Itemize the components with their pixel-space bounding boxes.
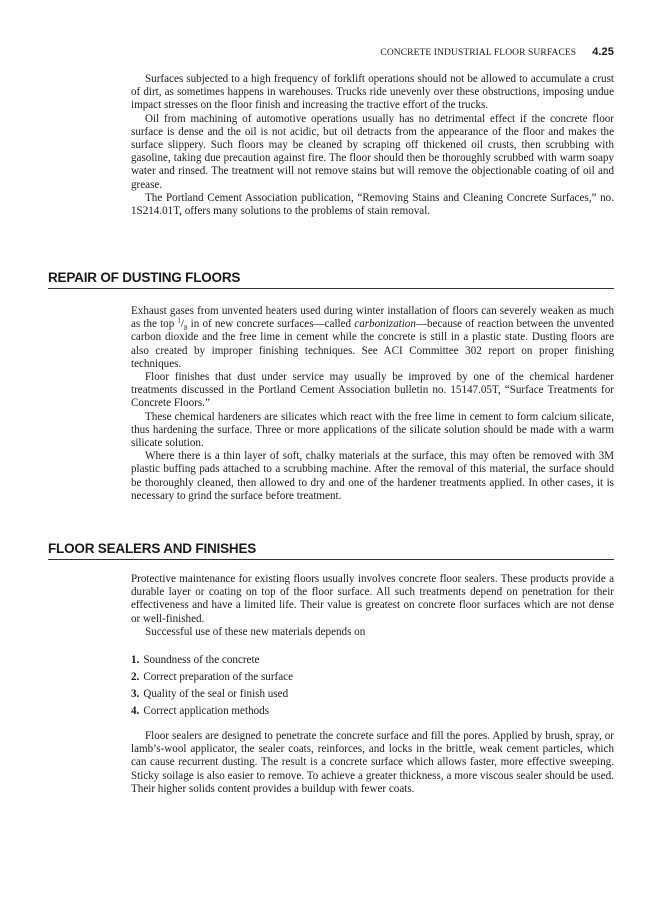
list-item: 4. Correct application methods (131, 705, 270, 717)
intro-text (131, 73, 614, 218)
page-number: 4.25 (592, 46, 614, 58)
list-item: 2. Correct preparation of the surface (131, 671, 294, 683)
list-item: 1. Soundness of the concrete (131, 654, 260, 666)
paragraph: Oil from machining of automotive operations usually has no detrimental effect if the concrete floor surface is dense and the oil is not acidic, but oil detracts from the appearance of the floor and makes the surface slippery. Such floors may be cleaned by scraping off thickened oil crusts, then scrubbing with gasoline, taking due precaution against fire. The floor should then be thoroughly scrubbed with warm soapy water and rinsed. The treatment will not remove stains but will remove the objectionable coating of oil and grease. (131, 112, 614, 191)
numbered-list (131, 654, 614, 722)
paragraph: Exhaust gases from unvented heaters used during winter installation of floors can severely weaken as much as the top $^1/_8$ in of new concrete surfaces—called carbonization—because of reaction between the unvented carbon dioxide and the free lime in cement while the concrete is still in a plastic state. Dusting floors are also created by improper finishing techniques. See ACI Committee 302 report on proper finishing techniques. (131, 305, 614, 370)
list-item: 3. Quality of the seal or finish used (131, 688, 289, 700)
section1-text (131, 305, 614, 503)
paragraph: Floor finishes that dust under service may usually be improved by one of the chemical hardener treatments discussed in the Portland Cement Association bulletin no. 15147.05T, “Surface Treatments for Concrete Floors.” (131, 371, 614, 410)
running-header (380, 46, 614, 58)
paragraph: Protective maintenance for existing floors usually involves concrete floor sealers. These products provide a durable layer or coating on top of the floor surface. All such treatments depend on penetration for their effectiveness and have a limited life. Their value is greatest on concrete floor surfaces which are not dense or well-finished. (131, 573, 614, 625)
section2-text (131, 573, 614, 639)
section-heading: REPAIR OF DUSTING FLOORS (48, 270, 614, 289)
running-title: CONCRETE INDUSTRIAL FLOOR SURFACES (380, 48, 577, 58)
paragraph: Surfaces subjected to a high frequency of forklift operations should not be allowed to accumulate a crust of dirt, as sometimes happens in warehouses. Trucks ride unevenly over these obstructions, imposing undue impact stresses on the floor finish and increasing the tractive effort of the trucks. (131, 73, 614, 112)
paragraph: These chemical hardeners are silicates which react with the free lime in cement to form calcium silicate, thus hardening the surface. Three or more applications of the silicate solution should be made with a warm silicate solution. (131, 410, 614, 450)
paragraph: Successful use of these new materials depends on (145, 625, 366, 638)
paragraph: Floor sealers are designed to penetrate the concrete surface and fill the pores. Applied by brush, spray, or lamb’s-wool applicator, the sealer coats, reinforces, and locks in the brittle, weak cement particles, which can cause recurrent dusting. The result is a concrete surface which allows faster, more effective sweeping. Sticky soilage is also easier to remove. To achieve a greater thickness, a more viscous sealer should be used. Their higher solids content provides a buildup with fewer coats. (131, 730, 614, 795)
closing-text (131, 730, 614, 796)
paragraph: The Portland Cement Association publication, “Removing Stains and Cleaning Concrete Surfaces,” no. 1S214.01T, offers many solutions to the problems of stain removal. (131, 191, 614, 218)
section-heading: FLOOR SEALERS AND FINISHES (48, 541, 614, 560)
paragraph: Where there is a thin layer of soft, chalky materials at the surface, this may often be removed with 3M plastic buffing pads attached to a scrubbing machine. After the removal of this material, the surface should be thoroughly cleaned, then allowed to dry and one of the hardener treatments applied. In other cases, it is necessary to grind the surface before treatment. (131, 450, 614, 502)
